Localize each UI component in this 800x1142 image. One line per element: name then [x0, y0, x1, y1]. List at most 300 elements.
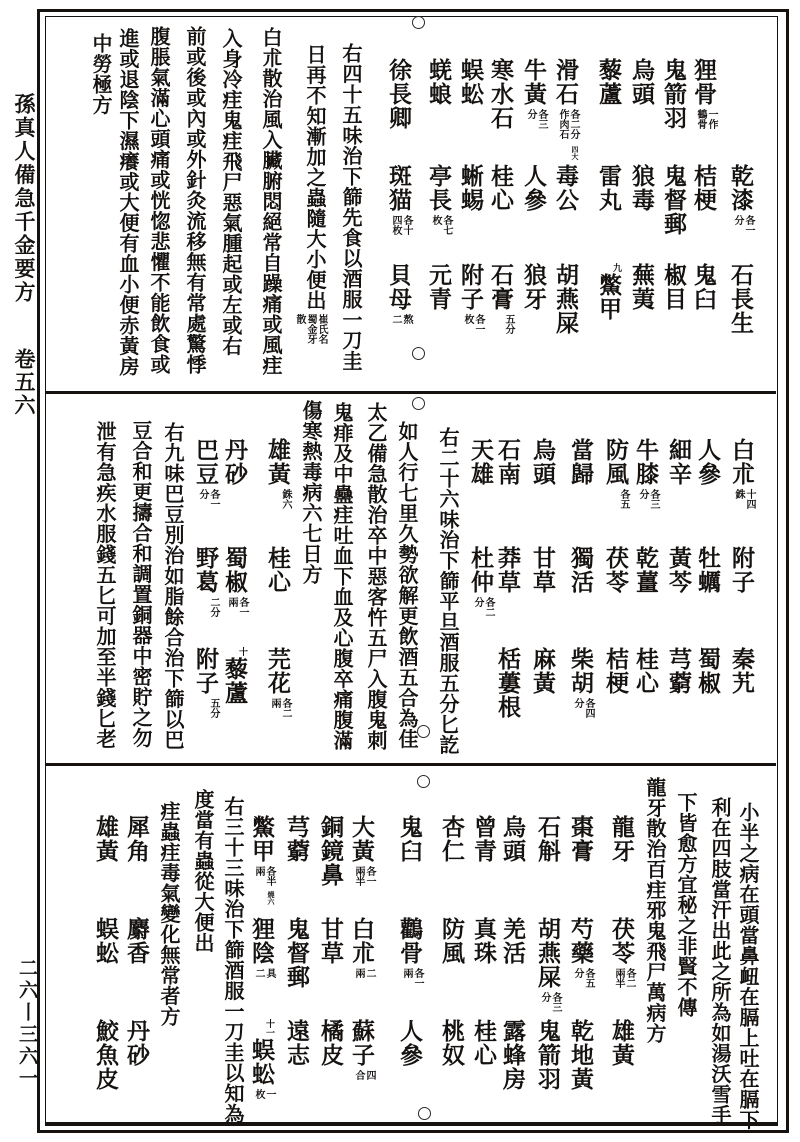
drug-name: 芎藭 — [666, 647, 691, 695]
prose-text: 傷寒熱毒病六七日方 — [299, 400, 321, 585]
drug-item — [519, 263, 547, 311]
prose-text: 入身冷疰鬼疰飛尸惡氣腫起或左或右 — [219, 28, 241, 356]
drug-column — [122, 767, 150, 1133]
drug-item — [689, 263, 717, 311]
drug-item — [566, 647, 594, 722]
drug-item — [282, 917, 310, 989]
prose-text: 如人行七里久勢欲解更飲酒五合為佳 — [395, 421, 417, 749]
drug-name: 烏頭 — [530, 438, 555, 486]
drug-name: 巴豆 — [193, 438, 218, 486]
drug-column — [263, 394, 291, 764]
drug-name: 杏仁 — [439, 815, 464, 863]
drug-item — [424, 263, 452, 311]
prose-text: 度當有蟲從大便出 — [191, 789, 213, 953]
drug-name: 附子 — [193, 647, 218, 695]
drug-name: 藜蘆 — [222, 657, 247, 705]
drug-item — [519, 58, 547, 133]
prose-column — [393, 421, 419, 749]
drug-column — [493, 394, 521, 764]
prose-text: 右三十三味治下篩酒服一刀圭以知為 — [221, 796, 243, 1124]
drug-name: 毒公 — [553, 164, 578, 212]
drug-name: 麻黃 — [530, 647, 555, 695]
drug-item — [347, 917, 375, 981]
drug-item — [607, 815, 635, 863]
prose-text: 右四十五味治下篩先食以酒服一刀圭 — [339, 43, 361, 371]
drug-column — [566, 767, 594, 1133]
drug-name: 蜥蜴 — [458, 164, 483, 212]
drug-name: 狸骨 — [691, 58, 716, 106]
drug-column — [437, 767, 465, 1133]
drug-item — [659, 164, 687, 236]
drug-column — [220, 394, 248, 764]
prose-text: 前或後或內或外針灸流移無有常處驚悸 — [183, 26, 205, 375]
drug-item — [627, 263, 655, 311]
drug-name: 曾青 — [471, 815, 496, 863]
drug-name: 天雄 — [468, 438, 493, 486]
drug-item — [627, 164, 655, 212]
drug-item — [282, 815, 310, 863]
drug-name: 附子 — [729, 546, 754, 594]
panel-bottom-register — [0, 767, 800, 1133]
drug-item — [91, 815, 119, 863]
drug-name: 藜蘆 — [596, 58, 621, 106]
drug-item — [122, 1019, 150, 1067]
drug-column — [191, 394, 219, 764]
drug-item — [627, 58, 655, 106]
drug-item — [566, 546, 594, 594]
fold-mark-circle — [417, 725, 430, 738]
drug-name: 狼毒 — [629, 164, 654, 212]
drug-name: 露蜂房 — [500, 1019, 525, 1091]
drug-name: 鬼箭羽 — [535, 1019, 560, 1091]
drug-name: 芎藭 — [284, 815, 309, 863]
drug-column — [282, 767, 310, 1133]
panel-top-register — [0, 16, 800, 391]
drug-item — [528, 438, 556, 486]
drug-column — [551, 16, 579, 391]
dosage-annotation: 十四銖 — [733, 489, 755, 509]
drug-name: 椒目 — [661, 263, 686, 311]
drug-name: 乾漆 — [728, 164, 753, 212]
drug-name: 狸陰 — [249, 917, 274, 965]
dosage-annotation: 四合 — [353, 1070, 375, 1080]
drug-item — [384, 164, 412, 239]
drug-name: 鬼箭羽 — [661, 58, 686, 130]
drug-name: 蕪荑 — [629, 263, 654, 311]
drug-item — [469, 917, 497, 965]
drug-name: 烏頭 — [500, 815, 525, 863]
drug-item — [551, 263, 579, 335]
drug-name: 芫花 — [265, 647, 290, 695]
drug-item — [726, 164, 754, 239]
drug-column — [486, 16, 514, 391]
prose-text: 腹脹氣滿心頭痛或恍惚悲懼不能飲食或 — [147, 26, 169, 375]
prose-column — [127, 420, 153, 748]
drug-item — [456, 263, 484, 338]
dosage-annotation: 五分 — [503, 314, 514, 334]
dosage-annotation: 各一兩 — [226, 597, 248, 617]
drug-item — [456, 164, 484, 212]
drug-item — [263, 647, 291, 722]
drug-name: 滑石 — [553, 58, 578, 106]
drug-item — [395, 815, 423, 863]
dosage-annotation: 二兩 — [353, 968, 375, 978]
drug-name: 真珠 — [471, 917, 496, 965]
drug-name: 附子 — [458, 263, 483, 311]
dosage-annotation: 各二分 — [472, 597, 494, 617]
drug-name: 乾地黃 — [568, 1019, 593, 1091]
fold-mark-circle — [412, 347, 425, 360]
drug-item — [659, 58, 687, 130]
drug-pre-mark: 十一 — [265, 1019, 275, 1037]
drug-name: 甘草 — [318, 917, 343, 965]
dosage-annotation: 各一兩 — [401, 968, 423, 988]
drug-column — [466, 394, 494, 764]
dosage-annotation: 各三分 — [539, 992, 561, 1012]
dosage-annotation: 熬二 — [390, 314, 412, 324]
drug-name: 鬼督郵 — [661, 164, 686, 236]
prose-column — [328, 402, 354, 751]
drug-name: 杜仲 — [468, 546, 493, 594]
drug-column — [384, 16, 412, 391]
drug-item — [659, 263, 687, 311]
drug-name: 桂心 — [488, 164, 513, 212]
dosage-annotation: 各一枚 — [462, 314, 484, 334]
drug-item — [424, 58, 452, 106]
drug-item — [533, 1019, 561, 1091]
drug-item — [594, 263, 622, 321]
prose-text: 中勞極方 — [89, 33, 111, 115]
drug-name: 羌活 — [500, 917, 525, 965]
drug-name: 遠志 — [284, 1019, 309, 1067]
drug-item — [689, 164, 717, 212]
drug-item — [493, 546, 521, 594]
drug-column — [91, 767, 119, 1133]
drug-column — [664, 394, 692, 764]
prose-column — [337, 43, 363, 371]
drug-name: 牡蠣 — [695, 546, 720, 594]
drug-name: 茯苓 — [603, 546, 628, 594]
drug-name: 白朮 — [729, 438, 754, 486]
drug-column — [566, 394, 594, 764]
dosage-annotation: 各一分 — [197, 489, 219, 509]
drug-item — [466, 438, 494, 486]
drug-item — [466, 546, 494, 621]
drug-item — [693, 546, 721, 594]
drug-item — [664, 438, 692, 486]
drug-item — [247, 1019, 275, 1102]
drug-column — [316, 767, 344, 1133]
drug-column — [601, 394, 629, 764]
tiny-collation-note: 四大 — [571, 146, 579, 160]
drug-name: 麝香 — [124, 917, 149, 965]
drug-name: 蜀椒 — [222, 546, 247, 594]
drug-column — [693, 394, 721, 764]
fold-mark-circle — [418, 1107, 431, 1120]
drug-name: 犀角 — [124, 815, 149, 863]
drug-name: 莽草 — [495, 546, 520, 594]
prose-column — [181, 26, 207, 375]
dosage-annotation: 各一兩半 — [353, 866, 375, 886]
drug-item — [486, 263, 514, 334]
drug-item — [601, 546, 629, 594]
drug-name: 大黃 — [349, 815, 374, 863]
dosage-annotation: 各半兩 — [253, 866, 275, 886]
drug-name: 栝蔞根 — [495, 647, 520, 719]
drug-column — [528, 394, 556, 764]
drug-item — [594, 164, 622, 212]
drug-name: 防風 — [439, 917, 464, 965]
dosage-annotation: 各二兩半 — [613, 968, 635, 988]
drug-item — [498, 815, 526, 863]
prose-column — [672, 792, 698, 1018]
drug-item — [469, 815, 497, 863]
drug-name: 鸛骨 — [397, 917, 422, 965]
drug-item — [551, 164, 579, 212]
prose-column — [159, 422, 185, 750]
drug-item — [469, 1019, 497, 1067]
drug-name: 石膏 — [488, 263, 513, 311]
drug-item — [498, 1019, 526, 1091]
prose-text: 日再不知漸加之蟲隨大小便出 — [303, 44, 325, 311]
drug-name: 橘皮 — [318, 1019, 343, 1067]
drug-item — [594, 58, 622, 106]
drug-name: 細辛 — [666, 438, 691, 486]
drug-name: 桂心 — [471, 1019, 496, 1067]
prose-text: 豆合和更擣合和調置銅器中密貯之勿 — [129, 420, 151, 748]
drug-item — [601, 438, 629, 513]
drug-item — [91, 1019, 119, 1091]
drug-item — [220, 546, 248, 621]
prose-column — [145, 26, 171, 375]
drug-item — [493, 438, 521, 486]
panel-middle-register — [0, 394, 800, 764]
drug-item — [263, 546, 291, 594]
drug-column — [347, 767, 375, 1133]
drug-name: 黃芩 — [666, 546, 691, 594]
drug-item — [528, 546, 556, 594]
drug-item — [486, 164, 514, 212]
prose-column — [434, 427, 460, 755]
drug-item — [664, 647, 692, 695]
register-divider-2 — [46, 763, 776, 766]
drug-name: 人參 — [397, 1019, 422, 1067]
fold-mark-circle — [417, 775, 430, 788]
drug-column — [727, 394, 755, 764]
drug-item — [437, 815, 465, 863]
drug-item — [533, 815, 561, 863]
drug-column — [627, 16, 655, 391]
drug-item — [384, 263, 412, 327]
drug-item — [607, 917, 635, 992]
drug-column — [631, 394, 659, 764]
drug-item — [493, 647, 521, 719]
drug-name: 丹砂 — [124, 1019, 149, 1067]
drug-item — [347, 1019, 375, 1083]
prose-column — [189, 789, 215, 953]
drug-item — [437, 917, 465, 965]
dosage-annotation: 各五分 — [572, 968, 594, 988]
drug-item — [693, 438, 721, 486]
drug-item — [727, 438, 755, 513]
margin-volume-label: 卷五六 — [12, 348, 36, 417]
drug-name: 白朮 — [349, 917, 374, 965]
dosage-annotation: 各二分作肉石 — [557, 109, 579, 139]
drug-item — [664, 546, 692, 594]
tiny-collation-note: 燒六 — [267, 891, 275, 905]
fold-mark-circle — [412, 397, 425, 410]
drug-name: 桃奴 — [439, 1019, 464, 1067]
inline-annotation: 崔氏名蜀金牙散 — [294, 313, 327, 344]
drug-name: 桔梗 — [603, 647, 628, 695]
dosage-annotation: 一枚 — [253, 1089, 275, 1099]
drug-column — [424, 16, 452, 391]
drug-name: 烏頭 — [629, 58, 654, 106]
drug-item — [528, 647, 556, 695]
drug-name: 丹砂 — [222, 438, 247, 486]
drug-item — [607, 1019, 635, 1067]
drug-name: 鱉甲 — [249, 815, 274, 863]
drug-name: 蜈蚣 — [249, 1038, 274, 1086]
drug-column — [519, 16, 547, 391]
drug-item — [220, 438, 248, 486]
drug-item — [191, 546, 219, 617]
drug-item — [551, 58, 579, 160]
drug-name: 元青 — [426, 263, 451, 311]
prose-column — [641, 777, 667, 1044]
drug-name: 芍藥 — [568, 917, 593, 965]
prose-column — [257, 27, 283, 376]
drug-item — [498, 917, 526, 965]
drug-column — [659, 16, 687, 391]
margin-book-title: 孫真人備急千金要方 — [12, 93, 36, 305]
drug-column — [689, 16, 717, 391]
prose-text: 利在四肢當汗出此之所為如湯沃雪手 — [708, 797, 730, 1125]
drug-name: 胡燕屎 — [553, 263, 578, 335]
drug-name: 人參 — [521, 164, 546, 212]
drug-item — [726, 263, 754, 335]
prose-text: 下皆愈方宜秘之非賢不傳 — [674, 792, 696, 1018]
drug-item — [424, 164, 452, 239]
prose-column — [87, 33, 113, 115]
drug-item — [316, 917, 344, 965]
drug-name: 柴胡 — [568, 647, 593, 695]
drug-name: 雷丸 — [596, 164, 621, 212]
prose-column — [734, 802, 760, 1130]
drug-item — [486, 58, 514, 130]
drug-name: 雄黃 — [609, 1019, 634, 1067]
drug-name: 獨活 — [568, 546, 593, 594]
dosage-annotation: 各二兩 — [269, 698, 291, 718]
prose-text: 進或退陰下濕癢或大便有血小便赤黃房 — [116, 28, 138, 377]
drug-column — [395, 767, 423, 1133]
drug-name: 貝母 — [386, 263, 411, 311]
drug-item — [533, 917, 561, 1016]
drug-item — [191, 438, 219, 513]
drug-item — [395, 917, 423, 992]
drug-name: 蜣蜋 — [426, 58, 451, 106]
drug-item — [122, 917, 150, 965]
prose-text: 龍牙散治百疰邪鬼飛尸萬病方 — [643, 777, 665, 1044]
drug-name: 甘草 — [530, 546, 555, 594]
prose-text: 右九味巴豆別治如脂餘合治下篩以巴 — [161, 422, 183, 750]
drug-column — [498, 767, 526, 1133]
dosage-annotation: 五分 — [208, 698, 219, 718]
drug-name: 棗膏 — [568, 815, 593, 863]
drug-name: 狼牙 — [521, 263, 546, 311]
drug-name: 鬼督郵 — [284, 917, 309, 989]
prose-column — [219, 796, 245, 1124]
drug-name: 雄黃 — [265, 438, 290, 486]
drug-item — [566, 1019, 594, 1091]
drug-name: 防風 — [603, 438, 628, 486]
drug-name: 鱉甲 — [596, 273, 621, 321]
drug-item — [247, 917, 275, 981]
prose-column — [294, 44, 327, 350]
drug-item — [693, 647, 721, 695]
drug-item — [247, 815, 275, 905]
prose-text: 小半之病在頭當鼻衄在膈上吐在膈下 — [736, 802, 758, 1130]
drug-name: 鬼臼 — [397, 815, 422, 863]
dosage-annotation: 各三分 — [525, 109, 547, 129]
drug-name: 銅鏡鼻 — [318, 815, 343, 887]
drug-name: 野葛 — [193, 546, 218, 594]
drug-item — [91, 917, 119, 965]
drug-item — [566, 815, 594, 863]
prose-column — [114, 28, 140, 377]
drug-column — [247, 767, 275, 1133]
drug-name: 雄黃 — [93, 815, 118, 863]
drug-name: 龍牙 — [609, 815, 634, 863]
drug-name: 蜈蚣 — [93, 917, 118, 965]
dosage-annotation: 具二 — [253, 968, 275, 978]
drug-name: 石斛 — [535, 815, 560, 863]
drug-item — [122, 815, 150, 863]
drug-item — [601, 647, 629, 695]
drug-pre-mark: 九 — [612, 263, 622, 272]
dosage-annotation: 二分 — [208, 597, 219, 617]
drug-name: 牛黃 — [521, 58, 546, 106]
prose-column — [362, 402, 388, 751]
prose-text: 鬼痱及中蠱疰吐血下血及心腹卒痛腹滿 — [330, 402, 352, 751]
drug-item — [519, 164, 547, 212]
drug-name: 秦艽 — [729, 647, 754, 695]
drug-item — [220, 647, 248, 705]
drug-item — [347, 815, 375, 890]
dosage-annotation: 各七枚 — [430, 215, 452, 235]
drug-item — [566, 917, 594, 992]
prose-text: 疰蟲疰毒氣變化無常者方 — [157, 801, 179, 1027]
drug-item — [456, 58, 484, 106]
drug-name: 胡燕屎 — [535, 917, 560, 989]
drug-item — [384, 58, 412, 130]
drug-name: 亭長 — [426, 164, 451, 212]
prose-column — [91, 421, 117, 749]
drug-item — [689, 58, 717, 133]
fold-mark-circle — [412, 16, 425, 29]
prose-column — [155, 801, 181, 1027]
drug-name: 鬼臼 — [691, 263, 716, 311]
prose-column — [217, 28, 243, 356]
drug-name: 桂心 — [633, 647, 658, 695]
dosage-annotation: 各一分 — [732, 215, 754, 235]
drug-pre-mark: 十 — [238, 647, 248, 656]
drug-item — [282, 1019, 310, 1067]
dosage-annotation: 各三分 — [637, 489, 659, 509]
drug-column — [533, 767, 561, 1133]
drug-item — [316, 815, 344, 887]
drug-column — [726, 16, 754, 391]
